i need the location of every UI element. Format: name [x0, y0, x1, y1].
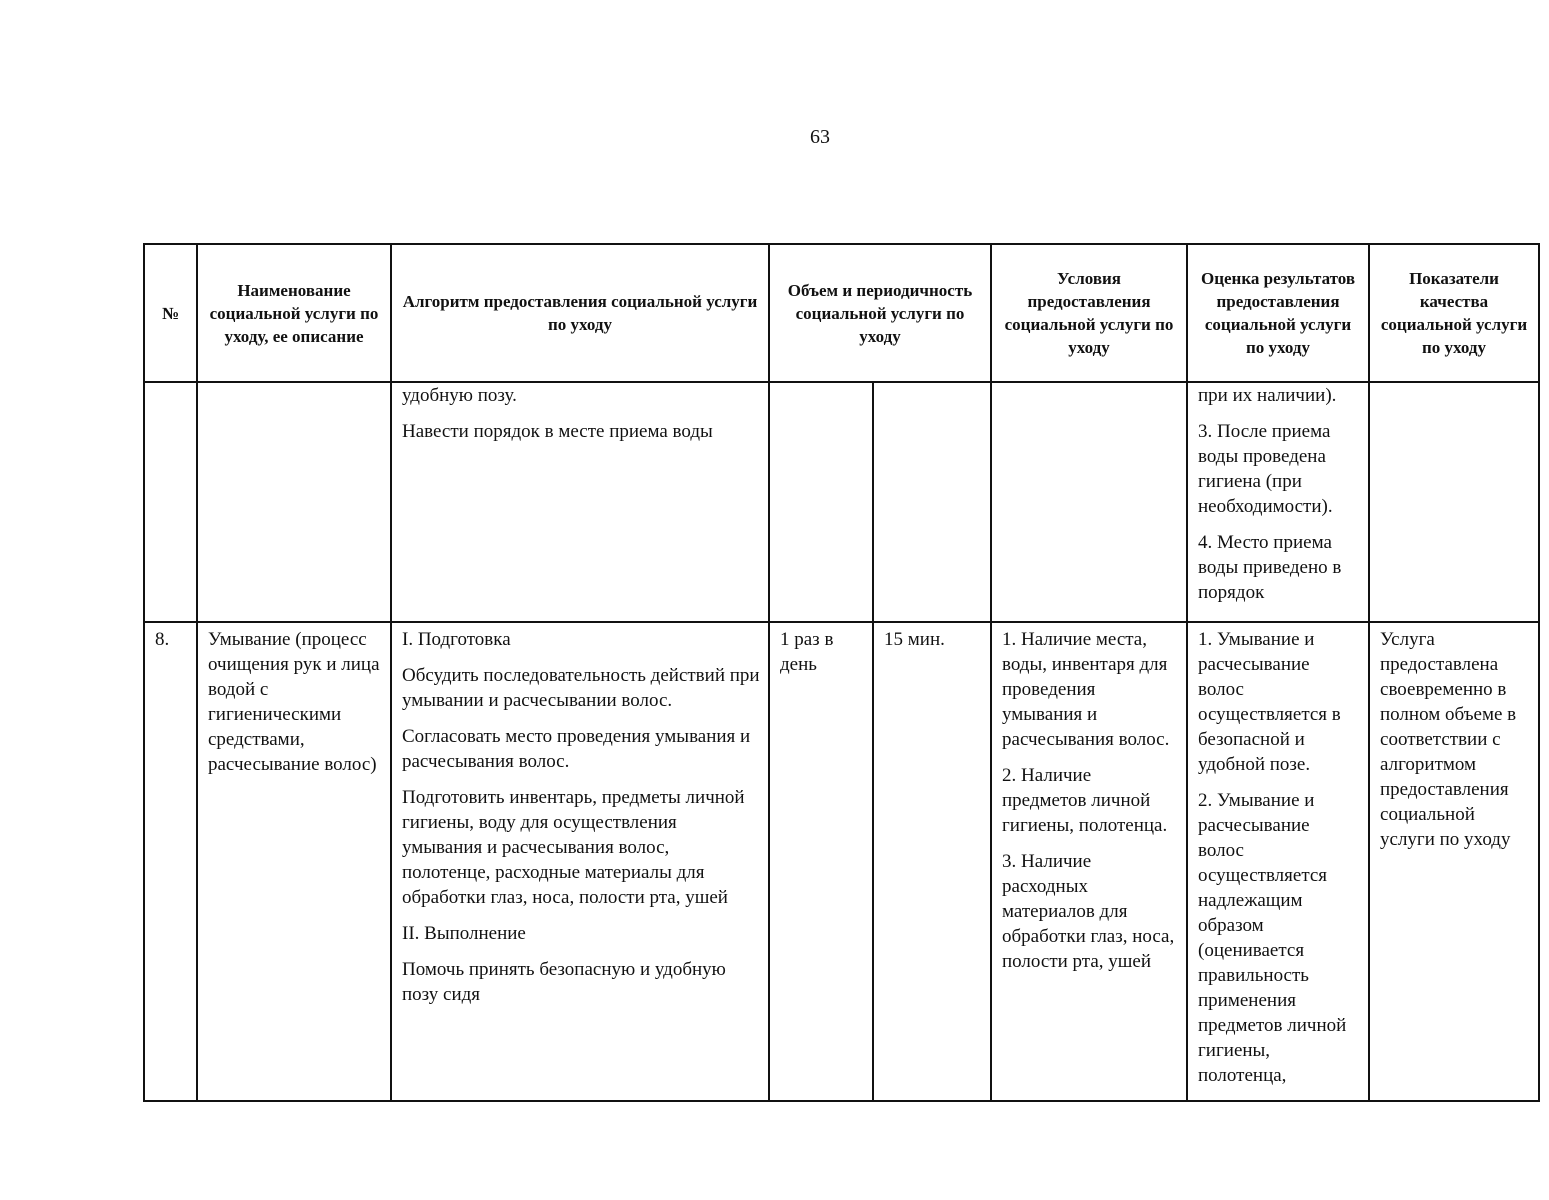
- cell-evaluation: [1187, 622, 1369, 1101]
- cell-quality: Услуга предоставлена своевременно в полном объеме в соответствии с алгоритмом предоставления социальной услуги по уходу: [1369, 622, 1539, 1101]
- conditions-line: 3. Наличие расходных материалов для обработки глаз, носа, полости рта, ушей: [1002, 851, 1175, 972]
- evaluation-line: 4. Место приема воды приведено в порядок: [1198, 532, 1342, 603]
- algorithm-line: II. Выполнение: [402, 923, 526, 944]
- algorithm-line: Помочь принять безопасную и удобную позу сидя: [402, 959, 726, 1005]
- cell-service-name: [197, 382, 391, 622]
- cell-duration: [873, 382, 991, 622]
- cell-conditions: [991, 622, 1187, 1101]
- cell-algorithm: [391, 622, 769, 1101]
- header-volume: Объем и периодичность социальной услуги по уходу: [769, 244, 991, 382]
- table-row: [144, 622, 1539, 1101]
- header-algorithm: Алгоритм предоставления социальной услуги по уходу: [391, 244, 769, 382]
- algorithm-line: I. Подготовка: [402, 629, 511, 650]
- conditions-line: 2. Наличие предметов личной гигиены, полотенца.: [1002, 765, 1168, 836]
- header-conditions: Условия предоставления социальной услуги по уходу: [991, 244, 1187, 382]
- algorithm-line: удобную позу.: [402, 385, 517, 406]
- header-evaluation: Оценка результатов предоставления социальной услуги по уходу: [1187, 244, 1369, 382]
- cell-quality: [1369, 382, 1539, 622]
- header-service-name: Наименование социальной услуги по уходу, ее описание: [197, 244, 391, 382]
- evaluation-line: 2. Умывание и расчесывание волос осуществляется надлежащим образом (оценивается правильность применения предметов личной гигиены, полотенца,: [1198, 790, 1347, 1086]
- header-number: №: [144, 244, 197, 382]
- cell-number: 8.: [144, 622, 197, 1101]
- conditions-line: 1. Наличие места, воды, инвентаря для проведения умывания и расчесывания волос.: [1002, 629, 1170, 750]
- evaluation-line: 1. Умывание и расчесывание волос осуществляется в безопасной и удобной позе.: [1198, 629, 1341, 775]
- algorithm-line: Согласовать место проведения умывания и расчесывания волос.: [402, 726, 751, 772]
- cell-number: [144, 382, 197, 622]
- cell-frequency: 1 раз в день: [769, 622, 873, 1101]
- table-header-row: [144, 244, 1539, 382]
- evaluation-line: 3. После приема воды проведена гигиена (при необходимости).: [1198, 421, 1333, 517]
- cell-algorithm: [391, 382, 769, 622]
- algorithm-line: Навести порядок в месте приема воды: [402, 421, 713, 442]
- algorithm-line: Подготовить инвентарь, предметы личной гигиены, воду для осуществления умывания и расчесывания волос, полотенце, расходные материалы для обработки глаз, носа, полости рта, ушей: [402, 787, 745, 908]
- cell-frequency: [769, 382, 873, 622]
- cell-evaluation: [1187, 382, 1369, 622]
- page-number: 63: [810, 126, 830, 148]
- cell-service-name: Умывание (процесс очищения рук и лица водой с гигиеническими средствами, расчесывание волос): [197, 622, 391, 1101]
- services-table: [143, 243, 1540, 1102]
- cell-conditions: [991, 382, 1187, 622]
- cell-duration: 15 мин.: [873, 622, 991, 1101]
- header-quality: Показатели качества социальной услуги по уходу: [1369, 244, 1539, 382]
- table-row: [144, 382, 1539, 622]
- algorithm-line: Обсудить последовательность действий при умывании и расчесывании волос.: [402, 665, 760, 711]
- evaluation-line: при их наличии).: [1198, 385, 1337, 406]
